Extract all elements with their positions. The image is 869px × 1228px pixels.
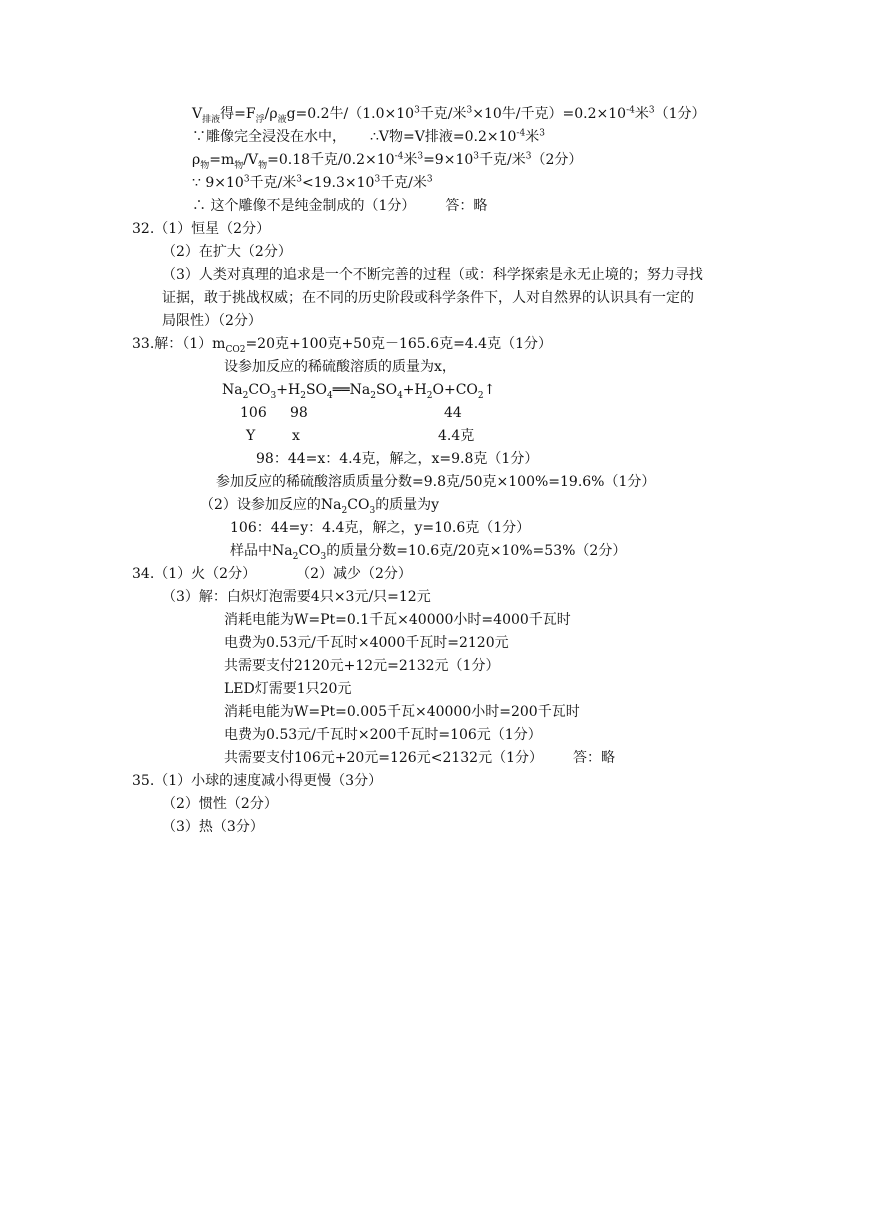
q33-assumption-line: 设参加反应的稀硫酸溶质的质量为x， bbox=[224, 359, 456, 375]
q33-molar-mass-c: 44 bbox=[444, 405, 462, 421]
q34-line-7: 消耗电能为W=Pt=0.005千瓦×40000小时=200千瓦时 bbox=[224, 704, 580, 720]
q33-unknown-y: Y bbox=[246, 428, 256, 444]
q33-molar-mass-b: 98 bbox=[290, 405, 308, 421]
q31-conclusion-line: ∴ 这个雕像不是纯金制成的（1分） 答：略 bbox=[192, 198, 488, 214]
q34-line-1: 34.（1）火（2分） （2）减少（2分） bbox=[132, 566, 412, 582]
q32-line-5: 局限性）（2分） bbox=[162, 313, 262, 329]
q31-density-line: $\rho_物=m_物/V_物=0.18$千克$/0.2\times 10^{-4}$米$^3=9\times 10^3$千克/米$^3$（2分） bbox=[192, 151, 583, 171]
q31-comparison-line: ∵ $9\times 10^3$千克/米$^3<19.3\times 10^3$千克/米$^3$ bbox=[192, 174, 433, 191]
q31-immersion-line: ∵雕像完全浸没在水中， ∴V物=V排液$=0.2\times 10^{-4}$米$^3$ bbox=[192, 128, 545, 145]
q35-line-2: （2）惯性（2分） bbox=[162, 796, 278, 812]
q35-line-3: （3）热（3分） bbox=[162, 819, 264, 835]
q34-line-5: 共需要支付2120元+12元=2132元（1分） bbox=[224, 658, 500, 674]
q34-line-9: 共需要支付106元+20元=126元<2132元（1分） 答：略 bbox=[224, 750, 615, 766]
q33-chemical-equation: $Na_2CO_3+H_2SO_4══Na_2SO_4+H_2O+CO_2↑$ bbox=[222, 382, 496, 401]
q31-buoyancy-volume-line: $V_{排液}$得$=F_浮/\rho_液g=0.2$牛$/(1.0\times 10^3$千克/米$^3$×10牛/千克）$=0.2\times 10^{-4}$米$^3$（1分） bbox=[192, 105, 706, 125]
q33-acid-fraction-line: 参加反应的稀硫酸溶质质量分数=9.8克/50克×100%=19.6%（1分） bbox=[216, 474, 656, 490]
q33-co2-mass-line: 33.解：$(1)m_{CO2}=20$克+100克+50克－165.6克=4.4克（1分） bbox=[132, 336, 552, 355]
q34-line-4: 电费为0.53元/千瓦时×4000千瓦时=2120元 bbox=[224, 635, 509, 651]
q33-known-co2: 4.4克 bbox=[438, 428, 475, 444]
q34-line-6: LED灯需要1只20元 bbox=[224, 681, 352, 697]
q33-molar-mass-a: 106 bbox=[240, 405, 267, 421]
q32-line-4: 证据，敢于挑战权威；在不同的历史阶段或科学条件下，人对自然界的认识具有一定的 bbox=[162, 290, 694, 306]
q32-line-3: （3）人类对真理的追求是一个不断完善的过程（或：科学探索是永无止境的；努力寻找 bbox=[162, 267, 703, 283]
q35-line-1: 35.（1）小球的速度减小得更慢（3分） bbox=[132, 773, 383, 789]
q33-ratio-x-line: 98：44=x：4.4克，解之，x=9.8克（1分） bbox=[256, 451, 539, 467]
q33-unknown-x: x bbox=[292, 428, 300, 444]
q34-line-8: 电费为0.53元/千瓦时×200千瓦时=106元（1分） bbox=[224, 727, 542, 743]
q33-ratio-y-line: 106：44=y：4.4克，解之，y=10.6克（1分） bbox=[230, 520, 531, 536]
q33-part2-assumption: （2）设参加反应的$Na_2CO_3$的质量为y bbox=[200, 497, 440, 516]
q33-sample-fraction-line: 样品中$Na_2CO_3$的质量分数=10.6克/20克×10%=53%（2分） bbox=[230, 543, 627, 562]
q34-line-2: （3）解：白炽灯泡需要4只×3元/只=12元 bbox=[162, 589, 431, 605]
q32-line-2: （2）在扩大（2分） bbox=[162, 244, 292, 260]
q34-line-3: 消耗电能为W=Pt=0.1千瓦×40000小时=4000千瓦时 bbox=[224, 612, 571, 628]
q32-line-1: 32.（1）恒星（2分） bbox=[132, 221, 271, 237]
